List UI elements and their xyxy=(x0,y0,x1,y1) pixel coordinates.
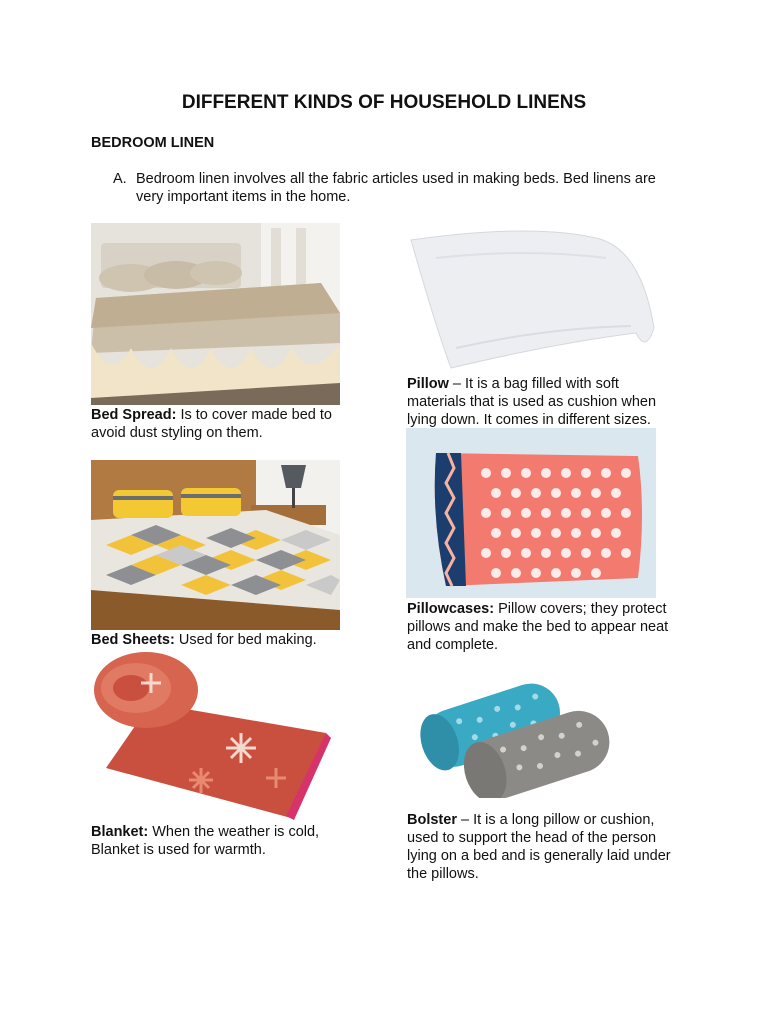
bed-spread-caption xyxy=(91,406,351,442)
page-title: DIFFERENT KINDS OF HOUSEHOLD LINENS xyxy=(181,92,587,113)
blanket-image xyxy=(91,648,340,820)
bed-spread-image xyxy=(91,223,340,405)
pillow-image xyxy=(406,228,656,373)
bed-sheets-image xyxy=(91,460,340,630)
pillow-desc: – It is a bag filled with soft materials that is used as cushion when lying down. It comes in different sizes. xyxy=(407,376,657,428)
bolster-image xyxy=(406,668,616,798)
intro-list-item xyxy=(113,170,683,206)
pillowcases-image xyxy=(406,428,656,598)
bed-sheets-term: Bed Sheets: xyxy=(91,632,175,648)
list-marker: A. xyxy=(113,171,127,187)
bolster-desc: – It is a long pillow or cushion, used to support the head of the person lying on a bed and is generally laid under the pillows. xyxy=(407,812,671,882)
bed-spread-desc: Is to cover made bed to avoid dust styling on them. xyxy=(91,407,332,441)
pillowcases-desc: Pillow covers; they protect pillows and make the bed to appear neat and complete. xyxy=(407,601,669,653)
pillowcases-caption xyxy=(407,600,682,654)
blanket-caption xyxy=(91,823,351,859)
section-heading: BEDROOM LINEN xyxy=(91,135,215,151)
pillow-term: Pillow xyxy=(407,376,449,392)
bolster-caption xyxy=(407,811,682,883)
pillow-caption xyxy=(407,375,677,429)
bed-sheets-caption xyxy=(91,631,351,649)
bed-spread-term: Bed Spread: xyxy=(91,407,177,423)
bolster-term: Bolster xyxy=(407,812,457,828)
intro-text: Bedroom linen involves all the fabric articles used in making beds. Bed linens are very important items in the home. xyxy=(136,171,656,205)
bed-sheets-desc: Used for bed making. xyxy=(174,632,317,648)
blanket-desc: When the weather is cold, Blanket is used for warmth. xyxy=(91,824,320,858)
pillowcases-term: Pillowcases: xyxy=(407,601,495,617)
blanket-term: Blanket: xyxy=(91,824,149,840)
